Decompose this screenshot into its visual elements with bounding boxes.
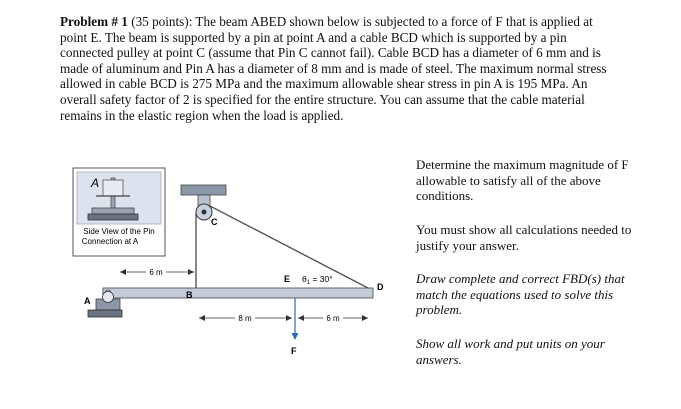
beam-abed bbox=[103, 288, 373, 298]
dim-bottom bbox=[199, 313, 368, 323]
side-note-determine: Determine the maximum magnitude of F allowable to satisfy all of the above conditions. bbox=[416, 157, 629, 203]
dim-ab bbox=[120, 266, 194, 277]
label-d: D bbox=[377, 282, 384, 292]
side-note-calculations: You must show all calculations needed to justify your answer. bbox=[416, 222, 632, 253]
angle-sub: 1 bbox=[306, 280, 311, 286]
force-f-arrow bbox=[292, 298, 299, 340]
label-e: E bbox=[284, 274, 291, 284]
label-b: B bbox=[186, 290, 193, 300]
dim-label-8m: 8 m bbox=[238, 314, 252, 323]
angle-value: = 30° bbox=[310, 274, 333, 284]
inset-caption-line1: Side View of the Pin bbox=[83, 227, 155, 236]
problem-text: The beam ABED shown below is subjected to a force of F that is applied at point E. The beam is supported by a pin at point A and a cable BCD which is supported by a pin connected pulley at point C (assume that Pin C cannot fail). Cable BCD has a diameter of 6 mm and is made of aluminum and Pin A has a diameter of 8 mm and is made of steel. The maximum normal stress allowed in cable BCD is 275 MPa and the maximum allowable shear stress in pin A is 195 MPa. An overall safety factor of 2 is specified for the entire structure. You can assume that the cable material remains in the elastic region when the load is applied. bbox=[60, 14, 607, 123]
inset-caption-line2: Connection at A bbox=[81, 237, 139, 246]
problem-heading: Problem # 1 bbox=[60, 14, 128, 29]
pulley-c bbox=[196, 204, 212, 220]
dim-label-6m-top: 6 m bbox=[149, 268, 163, 277]
inset-pin-view bbox=[73, 168, 165, 256]
label-c: C bbox=[211, 217, 218, 227]
dim-label-6m-bottom: 6 m bbox=[326, 314, 340, 323]
angle-theta: θ bbox=[302, 274, 307, 284]
problem-points: (35 points): bbox=[127, 14, 193, 29]
label-f: F bbox=[291, 346, 297, 356]
inset-label-a: A bbox=[91, 176, 100, 190]
side-note-fbd: Draw complete and correct FBD(s) that match the equations used to solve this problem. bbox=[416, 271, 625, 317]
label-a: A bbox=[84, 296, 91, 306]
cable-bcd bbox=[196, 206, 368, 288]
side-note-units: Show all work and put units on your answers. bbox=[416, 336, 605, 367]
angle-label bbox=[302, 274, 333, 286]
